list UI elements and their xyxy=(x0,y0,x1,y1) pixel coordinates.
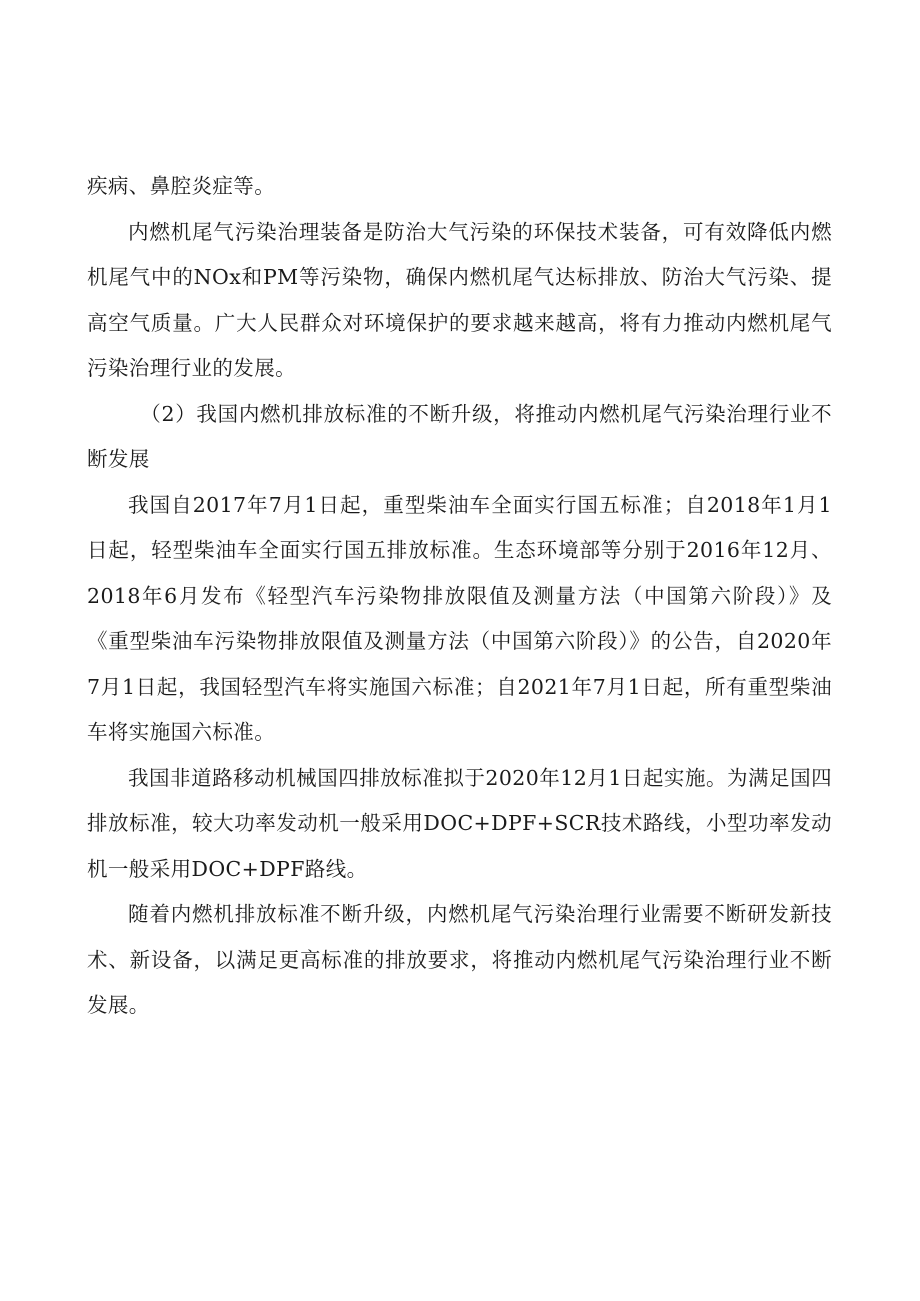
paragraph-industry-development: 随着内燃机排放标准不断升级，内燃机尾气污染治理行业需要不断研发新技术、新设备，以满足更高标准的排放要求，将推动内燃机尾气污染治理行业不断发展。 xyxy=(87,902,832,1017)
paragraph-national-standards: 我国自2017年7月1日起，重型柴油车全面实行国五标准；自2018年1月1日起，轻型柴油车全面实行国五排放标准。生态环境部等分别于2016年12月、2018年6月发布《轻型汽车污染物排放限值及测量方法（中国第六阶段）》及《重型柴油车污染物排放限值及测量方法（中国第六阶段）》的公告，自2020年7月1日起，我国轻型汽车将实施国六标准；自2021年7月1日起，所有重型柴油车将实施国六标准。 xyxy=(87,492,832,744)
paragraph-exhaust-equipment: 内燃机尾气污染治理装备是防治大气污染的环保技术装备，可有效降低内燃机尾气中的NOx和PM等污染物，确保内燃机尾气达标排放、防治大气污染、提高空气质量。广大人民群众对环境保护的要求越来越高，将有力推动内燃机尾气污染治理行业的发展。 xyxy=(87,219,832,380)
document-body xyxy=(87,164,832,1029)
paragraph-non-road-machinery: 我国非道路移动机械国四排放标准拟于2020年12月1日起实施。为满足国四排放标准，较大功率发动机一般采用DOC+DPF+SCR技术路线，小型功率发动机一般采用DOC+DPF路线。 xyxy=(87,765,832,881)
section-heading-emission-standards: （2）我国内燃机排放标准的不断升级，将推动内燃机尾气污染治理行业不断发展 xyxy=(87,401,832,471)
paragraph-continuation: 疾病、鼻腔炎症等。 xyxy=(87,174,276,198)
